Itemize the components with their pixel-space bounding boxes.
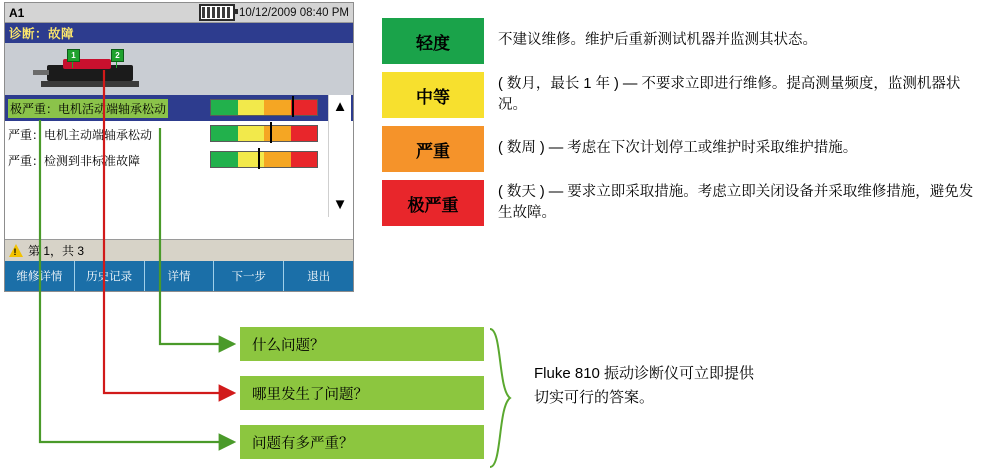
softkey-repair-details[interactable]: 维修详情	[5, 261, 75, 291]
fault-row-label: 极严重：电机活动端轴承松动	[8, 99, 168, 118]
legend-text-serious: ( 数周 ) — 考虑在下次计划停工或维护时采取维护措施。	[498, 140, 858, 157]
brace-bracket	[488, 327, 514, 469]
legend-text-extreme: ( 数天 ) — 要求立即采取措施。考虑立即关闭设备并采取维修措施，避免发生故障。	[498, 183, 974, 221]
severity-legend	[382, 18, 978, 234]
device-screen-body	[5, 43, 353, 261]
machine-shaft	[33, 70, 49, 75]
device-timestamp: 10/12/2009 08:40 PM	[239, 6, 349, 19]
softkey-history[interactable]: 历史记录	[75, 261, 145, 291]
arrow-up-icon[interactable]: ▲	[332, 98, 348, 115]
severity-bar-2	[210, 125, 318, 142]
legend-chip-slight: 轻度	[382, 18, 484, 64]
device-status-bar	[5, 3, 353, 23]
caption-text	[534, 362, 864, 410]
status-bar	[5, 239, 353, 261]
page-indicator: 第 1，共 3	[28, 244, 85, 258]
scrollbar[interactable]	[328, 95, 351, 217]
softkey-bar	[5, 261, 353, 291]
fault-list	[5, 95, 353, 217]
warning-icon	[9, 244, 23, 257]
fault-row-label: 严重：检测到非标准故障	[8, 153, 141, 168]
machine-graphic	[33, 49, 153, 89]
legend-row-extreme	[382, 180, 978, 226]
arrow-down-icon[interactable]: ▼	[332, 196, 348, 213]
battery-icon	[199, 4, 235, 21]
device-status-left: A1	[9, 5, 25, 20]
legend-chip-serious: 严重	[382, 126, 484, 172]
measurement-point-1: 1	[67, 49, 80, 62]
severity-bar-3	[210, 151, 318, 168]
machine-base	[41, 81, 139, 87]
legend-row-slight	[382, 18, 978, 64]
legend-text-slight: 不建议维修。维护后重新测试机器并监测其状态。	[498, 32, 817, 49]
legend-row-moderate	[382, 72, 978, 118]
question-text: 什么问题？	[252, 337, 325, 354]
question-box-what	[240, 327, 484, 361]
question-box-where	[240, 376, 484, 410]
legend-row-serious	[382, 126, 978, 172]
softkey-next[interactable]: 下一步	[214, 261, 284, 291]
device-title-bar	[5, 23, 353, 43]
machine-diagram	[5, 43, 353, 96]
question-text: 问题有多严重？	[252, 435, 354, 452]
question-text: 哪里发生了问题？	[252, 386, 368, 403]
severity-bar-1	[210, 99, 318, 116]
softkey-details[interactable]: 详情	[145, 261, 215, 291]
fault-row-label: 严重：电机主动端轴承松动	[8, 127, 153, 142]
fluke-device-screen	[4, 2, 354, 292]
legend-chip-extreme: 极严重	[382, 180, 484, 226]
severity-needle-2	[270, 122, 272, 143]
caption-line-2: 切实可行的答案。	[534, 389, 655, 406]
measurement-point-2: 2	[111, 49, 124, 62]
legend-chip-moderate: 中等	[382, 72, 484, 118]
fault-row-2[interactable]	[5, 121, 353, 147]
caption-line-1: Fluke 810 振动诊断仪可立即提供	[534, 365, 755, 382]
page-title: 诊断：故障	[9, 27, 75, 41]
softkey-exit[interactable]: 退出	[307, 271, 331, 283]
legend-text-moderate: ( 数月，最长 1 年 ) — 不要求立即进行维修。提高测量频度，监测机器状况。	[498, 75, 961, 113]
severity-needle-1	[292, 96, 294, 117]
severity-needle-3	[258, 148, 260, 169]
fault-row-3[interactable]	[5, 147, 353, 173]
fault-row-1[interactable]	[5, 95, 353, 121]
question-box-severity	[240, 425, 484, 459]
